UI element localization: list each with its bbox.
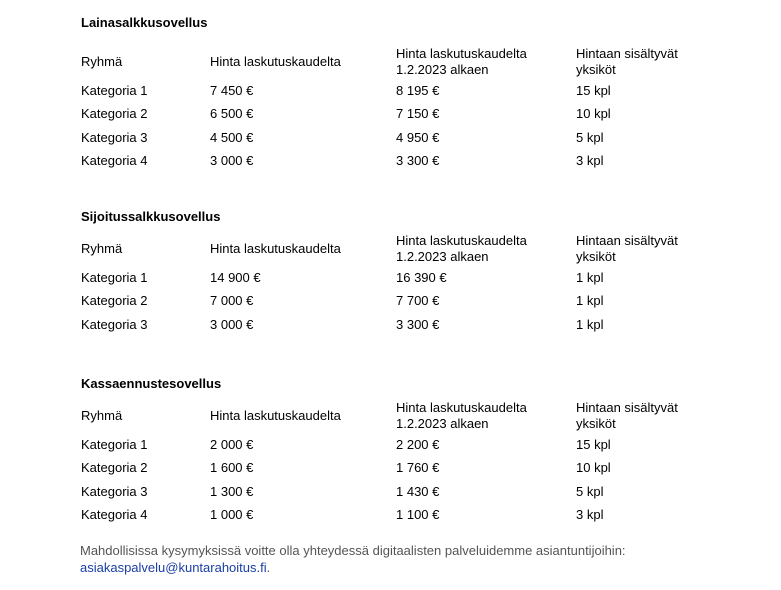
section-title: Sijoitussalkkusovellus	[81, 209, 221, 224]
cell-group: Kategoria 2	[81, 460, 148, 476]
header-group: Ryhmä	[81, 241, 123, 256]
cell-price: 3 000 €	[210, 153, 254, 169]
cell-price: 7 000 €	[210, 293, 254, 309]
footer-contact	[80, 542, 720, 576]
cell-price-new: 8 195 €	[396, 82, 440, 98]
cell-units: 5 kpl	[576, 129, 604, 145]
cell-units: 10 kpl	[576, 106, 611, 122]
cell-price: 1 300 €	[210, 483, 254, 499]
header-price-new: Hinta laskutuskaudelta 1.2.2023 alkaen	[396, 233, 527, 264]
cell-price-new: 1 760 €	[396, 460, 440, 476]
cell-units: 3 kpl	[576, 507, 604, 523]
cell-price-new: 1 100 €	[396, 507, 440, 523]
section-title: Kassaennustesovellus	[81, 376, 222, 391]
cell-units: 10 kpl	[576, 460, 611, 476]
table-row	[81, 266, 721, 290]
cell-units: 5 kpl	[576, 483, 604, 499]
price-table	[81, 232, 721, 337]
footer-text: Mahdollisissa kysymyksissä voitte olla yhteydessä digitaalisten palveluidemme asiantuntijoihin:	[80, 543, 626, 558]
cell-group: Kategoria 3	[81, 483, 148, 499]
cell-price-new: 7 150 €	[396, 106, 440, 122]
cell-group: Kategoria 3	[81, 316, 148, 332]
table-row	[81, 457, 721, 481]
cell-price-new: 7 700 €	[396, 293, 440, 309]
header-price: Hinta laskutuskaudelta	[210, 54, 341, 69]
header-units: Hintaan sisältyvät yksiköt	[576, 400, 678, 431]
cell-price: 6 500 €	[210, 106, 254, 122]
table-row	[81, 313, 721, 337]
cell-group: Kategoria 2	[81, 293, 148, 309]
table-row	[81, 480, 721, 504]
cell-group: Kategoria 1	[81, 436, 148, 452]
section-lainasalkku	[81, 15, 721, 173]
header-price: Hinta laskutuskaudelta	[210, 408, 341, 423]
cell-price: 7 450 €	[210, 82, 254, 98]
table-header-row	[81, 45, 721, 79]
header-units: Hintaan sisältyvät yksiköt	[576, 233, 678, 264]
cell-price: 2 000 €	[210, 436, 254, 452]
section-title: Lainasalkkusovellus	[81, 15, 208, 30]
cell-units: 3 kpl	[576, 153, 604, 169]
table-header-row	[81, 232, 721, 266]
footer-email-line	[80, 559, 720, 576]
price-table	[81, 399, 721, 527]
cell-price-new: 3 300 €	[396, 153, 440, 169]
cell-price-new: 4 950 €	[396, 129, 440, 145]
header-price: Hinta laskutuskaudelta	[210, 241, 341, 256]
price-table	[81, 45, 721, 173]
cell-units: 1 kpl	[576, 316, 604, 332]
cell-group: Kategoria 1	[81, 269, 148, 285]
cell-price-new: 16 390 €	[396, 269, 447, 285]
table-row	[81, 150, 721, 174]
cell-group: Kategoria 4	[81, 153, 148, 169]
cell-price: 1 600 €	[210, 460, 254, 476]
cell-price-new: 3 300 €	[396, 316, 440, 332]
cell-price: 14 900 €	[210, 269, 261, 285]
cell-units: 15 kpl	[576, 82, 611, 98]
table-row	[81, 504, 721, 528]
header-price-new: Hinta laskutuskaudelta 1.2.2023 alkaen	[396, 46, 527, 77]
table-row	[81, 290, 721, 314]
cell-price-new: 1 430 €	[396, 483, 440, 499]
table-row	[81, 126, 721, 150]
cell-units: 1 kpl	[576, 293, 604, 309]
table-row	[81, 433, 721, 457]
email-link[interactable]: asiakaspalvelu@kuntarahoitus.fi	[80, 560, 267, 575]
table-row	[81, 79, 721, 103]
cell-units: 15 kpl	[576, 436, 611, 452]
section-kassaennuste	[81, 376, 721, 527]
header-group: Ryhmä	[81, 408, 123, 423]
table-header-row	[81, 399, 721, 433]
cell-price: 3 000 €	[210, 316, 254, 332]
cell-group: Kategoria 4	[81, 507, 148, 523]
header-group: Ryhmä	[81, 54, 123, 69]
cell-group: Kategoria 2	[81, 106, 148, 122]
cell-price: 4 500 €	[210, 129, 254, 145]
footer-suffix: .	[266, 560, 271, 575]
cell-group: Kategoria 1	[81, 82, 148, 98]
cell-price-new: 2 200 €	[396, 436, 440, 452]
table-row	[81, 103, 721, 127]
cell-price: 1 000 €	[210, 507, 254, 523]
section-sijoitussalkku	[81, 209, 721, 337]
header-units: Hintaan sisältyvät yksiköt	[576, 46, 678, 77]
cell-group: Kategoria 3	[81, 129, 148, 145]
header-price-new: Hinta laskutuskaudelta 1.2.2023 alkaen	[396, 400, 527, 431]
cell-units: 1 kpl	[576, 269, 604, 285]
